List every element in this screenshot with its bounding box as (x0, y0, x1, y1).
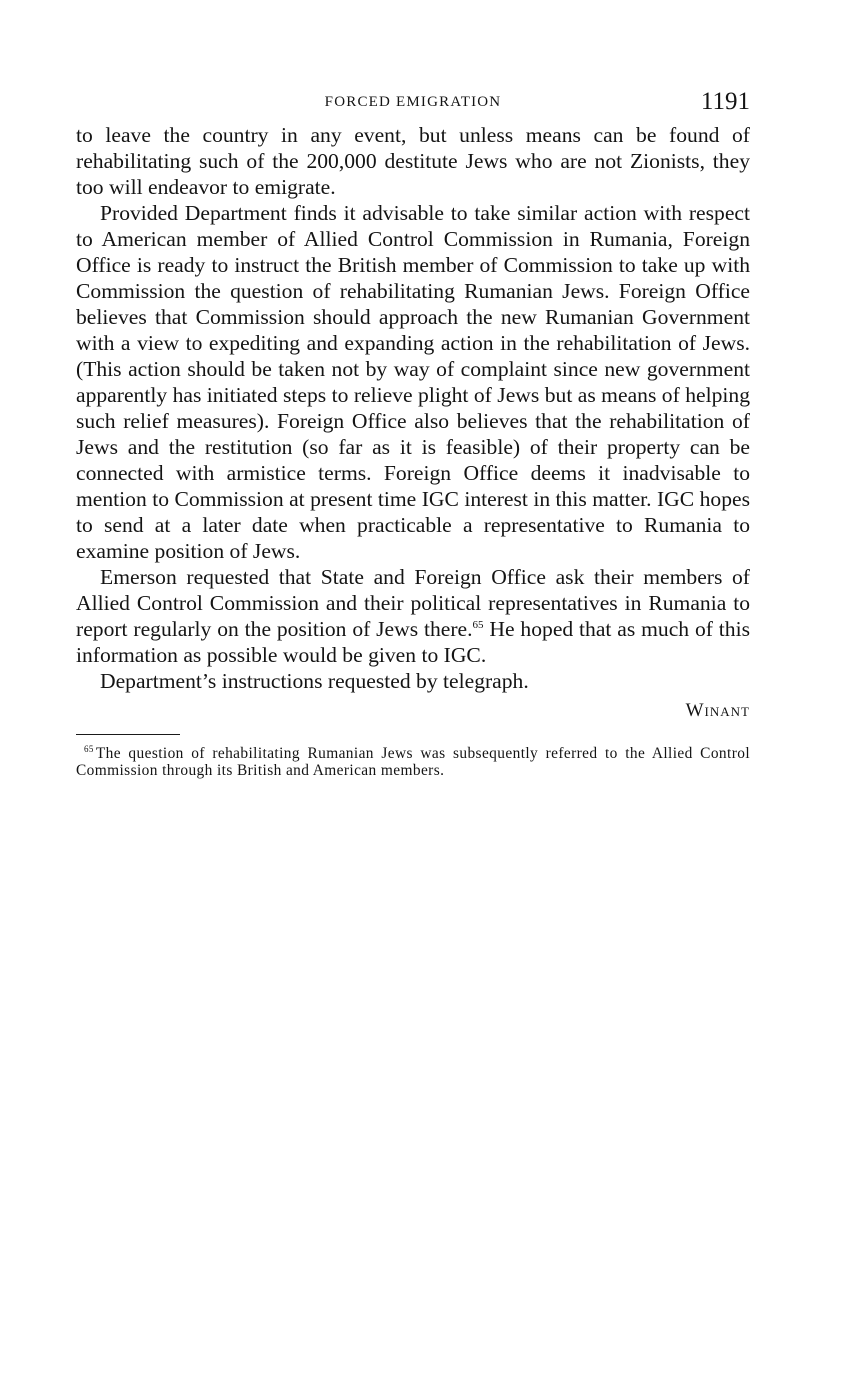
document-page (76, 88, 750, 779)
paragraph-foreign-office-proposal: Provided Department finds it advisable to take similar action with respect to American member of Allied Control Commission in Rumania, Foreign Office is ready to instruct the British member of Commission to take up with Commission the question of rehabilitating Rumanian Jews. Foreign Office believes that Commission should approach the new Rumanian Government with a view to expediting and expanding action in the rehabilitation of Jews. (This action should be taken not by way of complaint since new government apparently has initiated steps to relieve plight of Jews but as means of helping such relief measures). Foreign Office also believes that the rehabilitation of Jews and the restitution (so far as it is feasible) of their property can be connected with armistice terms. Foreign Office deems it inadvisable to mention to Commission at present time IGC interest in this matter. IGC hopes to send at a later date when practicable a representative to Rumania to examine position of Jews. (76, 201, 750, 563)
running-title: FORCED EMIGRATION (324, 94, 502, 110)
paragraph-instructions: Department’s instructions requested by telegraph. (100, 669, 529, 693)
signature: Winant (685, 700, 750, 721)
footnote-reference: 65 (472, 618, 484, 631)
paragraph-emerson-request (76, 564, 750, 668)
running-head (76, 88, 750, 122)
footnote (76, 745, 750, 779)
footnote-divider (76, 734, 180, 735)
paragraph-continued: to leave the country in any event, but unless means can be found of rehabilitating such of the 200,000 destitute Jews who are not Zionists, they too will endeavor to emigrate. (76, 123, 750, 199)
paragraph-emerson-text-end: He hoped that as much of this information as possible would be given to IGC. (76, 617, 750, 667)
body-text (76, 122, 750, 694)
paragraph-emerson-text-start: Emerson requested that State and Foreign Office ask their members of Allied Control Commission and their political representatives in Rumania to report regularly on the position of Jews there. (76, 565, 750, 641)
footnote-text: The question of rehabilitating Rumanian Jews was subsequently referred to the Allied Control Commission through its British and American members. (76, 745, 750, 779)
page-number: 1191 (700, 88, 750, 115)
footnote-mark: 65 (84, 743, 94, 754)
